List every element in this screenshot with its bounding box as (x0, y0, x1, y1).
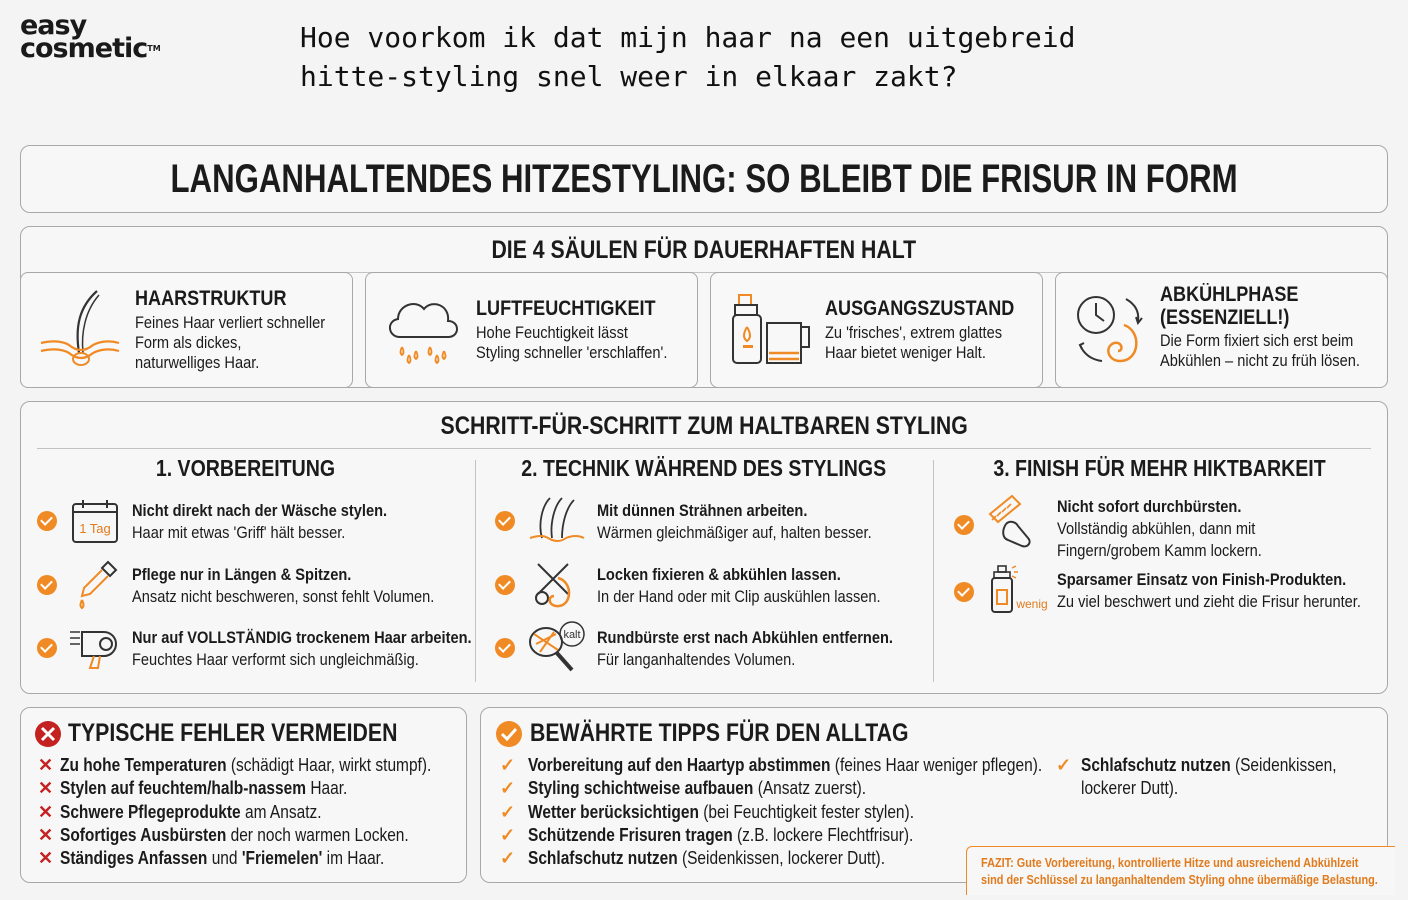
mistake-item: ✕ Ständiges Anfassen und 'Friemelen' im Haar. (38, 848, 385, 868)
column-title-finish: 3. FINISH FÜR MEHR HIKTBARKEIT (992, 455, 1326, 481)
main-title-wrap (20, 145, 1388, 213)
pillar-luftfeuchtigkeit (365, 272, 698, 388)
hair-clip-icon (532, 558, 580, 610)
check-icon (37, 511, 57, 531)
column-title-technique: 2. TECHNIK WÄHREND DES STYLINGS (521, 455, 887, 481)
fazit-line2: sind der Schlüssel zu langanhaltendem Styling ohne übermäßige Belastung. (981, 872, 1378, 887)
pillar-abkuehlphase (1055, 272, 1388, 388)
mistakes-title: TYPISCHE FEHLER VERMEIDEN (68, 719, 398, 747)
question-line2: hitte-styling snel weer in elkaar zakt? (300, 60, 958, 93)
tip-item: ✓ Styling schichtweise aufbauen (Ansatz zuerst). (500, 778, 867, 798)
check-icon (954, 515, 974, 535)
step-item: Nicht sofort durchbürsten. Vollständig abkühlen, dann mit Fingern/grobem Kamm lockern. (1057, 497, 1262, 560)
steps-title: SCHRITT-FÜR-SCHRITT ZUM HALTBAREN STYLING (440, 412, 968, 440)
tip-item-extra-cont: lockerer Dutt). (1081, 778, 1179, 798)
page-question (300, 18, 1075, 96)
tip-item: ✓ Vorbereitung auf den Haartyp abstimmen (feines Haar weniger pflegen). (500, 755, 1043, 775)
round-brush-icon (526, 620, 590, 676)
tip-item: ✓ Schützende Frisuren tragen (z.B. lockere Flechtfrisur). (500, 825, 914, 845)
pillar-title: AUSGANGSZUSTAND (825, 297, 1015, 320)
step-item: Pflege nur in Längen & Spitzen. Ansatz nicht beschweren, sonst fehlt Volumen. (132, 565, 435, 606)
shampoo-towel-icon (729, 289, 813, 369)
tips-title: BEWÄHRTE TIPPS FÜR DEN ALLTAG (530, 719, 909, 747)
step-item: Locken fixieren & abkühlen lassen. In der Hand oder mit Clip auskühlen lassen. (597, 565, 881, 606)
mistake-item: ✕ Zu hohe Temperaturen (schädigt Haar, wirkt stumpf). (38, 755, 432, 775)
step-item: Nur auf VOLLSTÄNDIG trockenem Haar arbeiten. Feuchtes Haar verformt sich ungleichmäßig. (132, 628, 472, 669)
tip-item-extra: ✓ Schlafschutz nutzen (Seidenkissen, (1056, 755, 1337, 775)
logo-line2: cosmetic (20, 33, 148, 64)
mistake-item: ✕ Sofortiges Ausbürsten der noch warmen Locken. (38, 825, 409, 845)
check-icon (37, 575, 57, 595)
pillar-title: LUFTFEUCHTIGKEIT (476, 297, 656, 320)
question-line1: Hoe voorkom ik dat mijn haar na een uitgebreid (300, 21, 1076, 54)
calendar-icon (70, 498, 120, 546)
main-title: LANGANHALTENDES HITZESTYLING: SO BLEIBT DIE FRISUR IN FORM (170, 156, 1238, 201)
calendar-label: 1 Tag (79, 521, 111, 536)
check-icon (495, 638, 515, 658)
brush-label: kalt (563, 629, 581, 641)
check-icon (37, 638, 57, 658)
step-item: Rundbürste erst nach Abkühlen entfernen. Für langanhaltendes Volumen. (597, 628, 893, 669)
steps-divider (37, 448, 1371, 449)
fazit-note (966, 846, 1395, 895)
spray-bottle-icon (990, 564, 1050, 616)
pillar-text: Hohe Feuchtigkeit lässt Styling schneller 'erschlaffen'. (476, 323, 668, 362)
pillar-text: Feines Haar verliert schneller Form als dickes, naturwelliges Haar. (135, 313, 326, 372)
pillar-title: ABKÜHLPHASE (ESSENZIELL!) (1160, 283, 1299, 329)
check-icon (495, 511, 515, 531)
pillar-text: Die Form fixiert sich erst beim Abkühlen – nicht zu früh lösen. (1160, 331, 1360, 370)
step-item: Sparsamer Einsatz von Finish-Produkten. Zu viel beschwert und zieht die Frisur herunter. (1057, 570, 1361, 611)
brand-logo (20, 10, 161, 64)
tip-item: ✓ Schlafschutz nutzen (Seidenkissen, lockerer Dutt). (500, 848, 885, 868)
dropper-icon (74, 558, 120, 610)
rain-cloud-icon (384, 291, 462, 371)
pillar-text: Zu 'frisches', extrem glattes Haar bietet weniger Halt. (825, 323, 1003, 362)
tip-item: ✓ Wetter berücksichtigen (bei Feuchtigkeit fester stylen). (500, 802, 915, 822)
comb-hand-icon (986, 492, 1044, 550)
spray-label: wenig (1016, 597, 1048, 611)
fazit-line1: FAZIT: Gute Vorbereitung, kontrollierte Hitze und ausreichend Abkühlzeit (981, 855, 1359, 870)
error-icon (34, 720, 62, 748)
mistake-item: ✕ Schwere Pflegeprodukte am Ansatz. (38, 802, 322, 822)
clock-cooling-icon (1070, 289, 1150, 369)
step-item: Nicht direkt nach der Wäsche stylen. Haar mit etwas 'Griff' hält besser. (132, 501, 388, 542)
logo-line1: easy (20, 10, 87, 41)
hair-strand-icon (39, 287, 121, 373)
hairdryer-icon (68, 624, 124, 670)
column-title-preparation: 1. VORBEREITUNG (155, 455, 335, 481)
pillars-title: DIE 4 SÄULEN FÜR DAUERHAFTEN HALT (491, 236, 917, 264)
step-item: Mit dünnen Strähnen arbeiten. Wärmen gleichmäßiger auf, halten besser. (597, 501, 872, 542)
check-icon (495, 575, 515, 595)
hair-strands-icon (528, 494, 586, 546)
logo-trademark: TM (147, 44, 161, 53)
mistake-item: ✕ Stylen auf feuchtem/halb-nassem Haar. (38, 778, 348, 798)
pillar-title: HAARSTRUKTUR (135, 287, 287, 310)
pillar-haarstruktur (20, 272, 353, 388)
check-icon (954, 582, 974, 602)
success-icon (495, 720, 523, 748)
pillar-ausgangszustand (710, 272, 1043, 388)
